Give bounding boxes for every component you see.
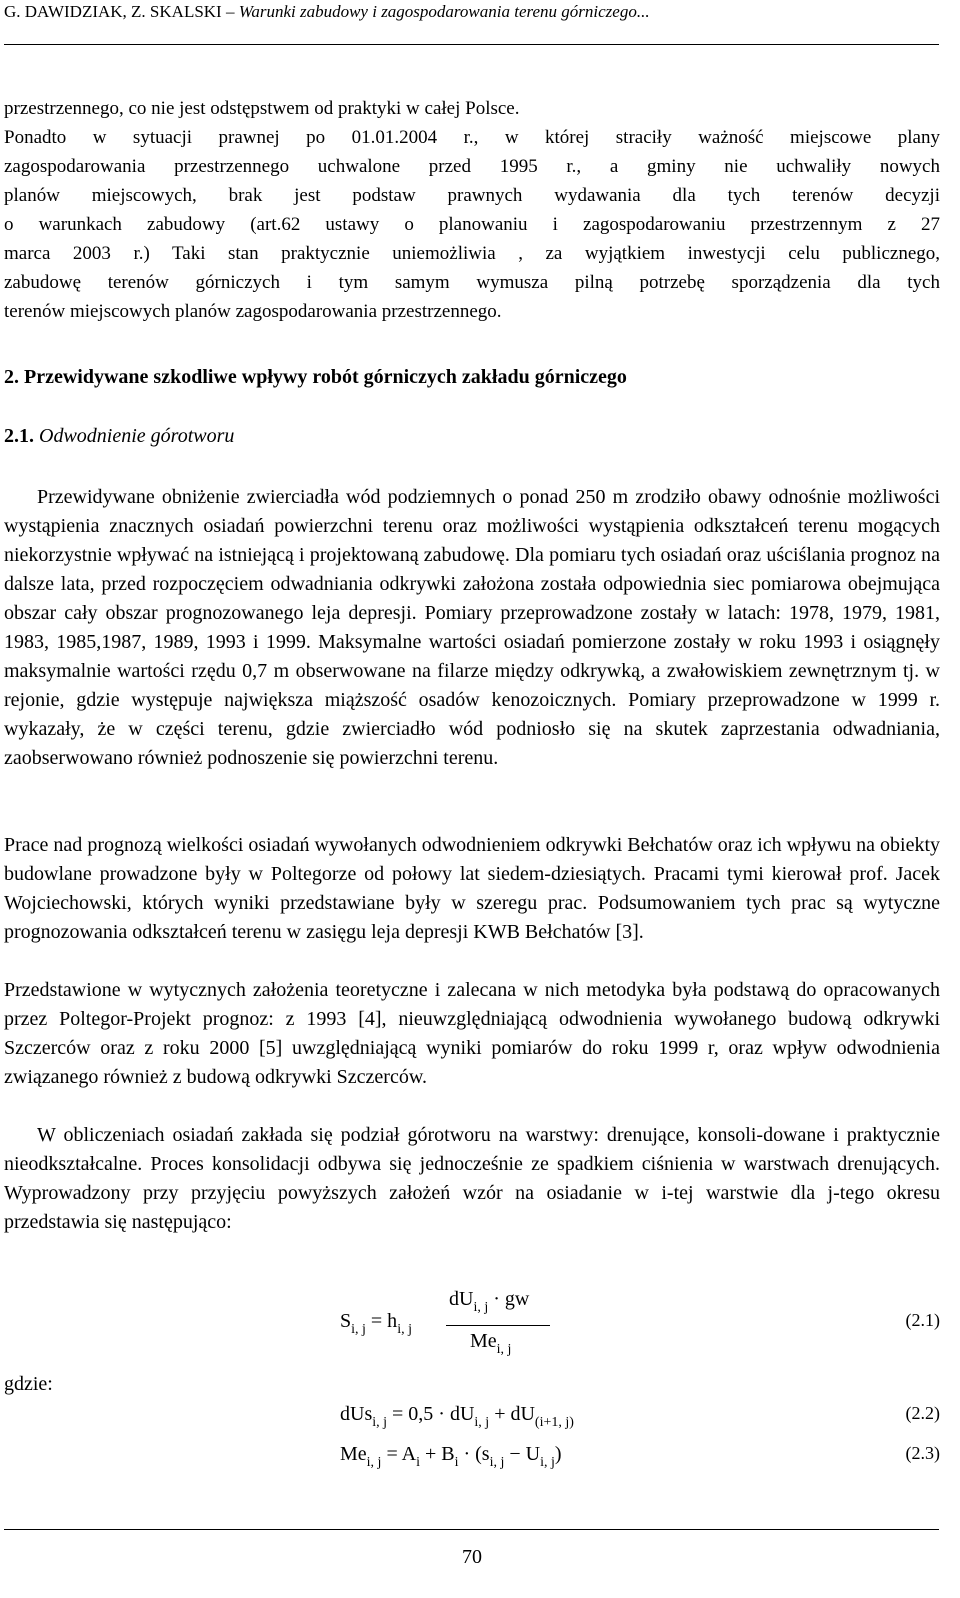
paragraph-3: Prace nad prognozą wielkości osiadań wywołanych odwodnieniem odkrywki Bełchatów oraz ich wpływu na obiekty budowlane prowadzone były w Poltegorze od połowy lat siedem-dziesiątych. Pracami tymi kierował prof. Jacek Wojciechowski, których wyniki przedstawiane były w szeregu prac. Podsumowaniem tych prac są wytyczne prognozowania odkształceń terenu w zasięgu leja depresji KWB Bełchatów [3]. bbox=[4, 834, 940, 943]
eq1-numerator: $dU_{i, j}$ · gw bbox=[449, 1288, 530, 1315]
header-rule bbox=[4, 44, 939, 45]
eq1-number: (2.1) bbox=[905, 1310, 940, 1330]
header-authors: G. DAWIDZIAK, Z. SKALSKI – bbox=[4, 2, 239, 21]
footer-rule bbox=[4, 1529, 939, 1530]
text-line: o warunkach zabudowy (art.62 ustawy o planowaniu i zagospodarowaniu przestrzennym z 27 bbox=[4, 214, 940, 235]
eq2-number: (2.2) bbox=[905, 1403, 940, 1423]
paragraph-2: Przewidywane obniżenie zwierciadła wód podziemnych o ponad 250 m zrodziło obawy odnośnie możliwości wystąpienia znacznych osiadań powierzchni terenu oraz możliwości wystąpienia odkształceń terenu mogących niekorzystnie wpływać na istniejącą i projektowaną zabudowę. Dla pomiaru tych osiadań oraz uściślania prognoz na dalsze lata, przed rozpoczęciem odwadniania odkrywki założona została odpowiednia siec pomiarowa obejmująca obszar cały obszar prognozowanego leja depresji. Pomiary przeprowadzone zostały w latach: 1978, 1979, 1981, 1983, 1985,1987, 1989, 1993 i 1999. Maksymalne wartości osiadań pomierzone zostały w roku 1993 i osiągnęły maksymalnie wartości rzędu 0,7 m obserwowane na filarze między odkrywką, a zwałowiskiem zewnętrznym tj. w rejonie, gdzie występuje największa miąższość osadów kenozoicznych. Pomiary przeprowadzone w 1999 r. wykazały, że w części terenu, gdzie zwierciadło wód podniosło się na skutek zaprzestania odwadniania, zaobserwowano również podnoszenie się powierzchni terenu. bbox=[4, 486, 940, 769]
subsection-title: Odwodnienie górotworu bbox=[39, 425, 235, 447]
paragraph-1 bbox=[4, 94, 940, 326]
where-label: gdzie: bbox=[4, 1373, 53, 1395]
eq1-h-subscript: i, j bbox=[397, 1322, 412, 1337]
text-line: planów miejscowych, brak jest podstaw prawnych wydawania dla tych terenów decyzji bbox=[4, 185, 940, 206]
eq3-number: (2.3) bbox=[905, 1443, 940, 1463]
text-line: przestrzennego, co nie jest odstępstwem od praktyki w całej Polsce. bbox=[4, 98, 520, 119]
subsection-number: 2.1. bbox=[4, 425, 39, 447]
eq1-lhs: S bbox=[340, 1310, 352, 1332]
eq1-fraction-bar bbox=[446, 1325, 550, 1326]
text-line: Ponadto w sytuacji prawnej po 01.01.2004 r., w której straciły ważność miejscowe plany bbox=[4, 127, 940, 148]
eq1-h: = h bbox=[370, 1310, 398, 1332]
eq1-denominator: $Me_{i, j}$ bbox=[470, 1330, 512, 1357]
subsection-heading bbox=[4, 425, 234, 448]
paragraph-4: Przedstawione w wytycznych założenia teoretyczne i zalecana w nich metodyka była podstawą do opracowanych przez Poltegor-Projekt prognoz: z 1993 [4], nieuwzględniającą odwodnienia wywołanego budową odkrywki Szczerców oraz z roku 2000 [5] uwzględniającą wyniki pomiarów do roku 1999 r, oraz wpływ odwodnienia związanego również z budową odkrywki Szczerców. bbox=[4, 979, 940, 1088]
text-line: zagospodarowania przestrzennego uchwalone przed 1995 r., a gminy nie uchwaliły nowych bbox=[4, 156, 940, 177]
header-title: Warunki zabudowy i zagospodarowania terenu górniczego... bbox=[238, 2, 650, 21]
text-line: terenów miejscowych planów zagospodarowania przestrzennego. bbox=[4, 301, 502, 322]
text-line: marca 2003 r.) Taki stan praktycznie uniemożliwia , za wyjątkiem inwestycji celu publicznego, bbox=[4, 243, 940, 264]
eq1-lhs-subscript: i, j bbox=[351, 1322, 366, 1337]
text-line: zabudowę terenów górniczych i tym samym wymusza pilną potrzebę sporządzenia dla tych bbox=[4, 272, 940, 293]
page-number: 70 bbox=[462, 1546, 482, 1568]
section-heading: 2. Przewidywane szkodliwe wpływy robót górniczych zakładu górniczego bbox=[4, 366, 627, 388]
paragraph-5: W obliczeniach osiadań zakłada się podział górotworu na warstwy: drenujące, konsoli-dowane i praktycznie nieodkształcalne. Proces konsolidacji odbywa się jednocześnie ze spadkiem ciśnienia w warstwach drenujących. Wyprowadzony przy przyjęciu powyższych założeń wzór na osiadanie w i-tej warstwie dla j-tego okresu przedstawia się następująco: bbox=[4, 1124, 940, 1233]
running-header bbox=[4, 2, 940, 22]
